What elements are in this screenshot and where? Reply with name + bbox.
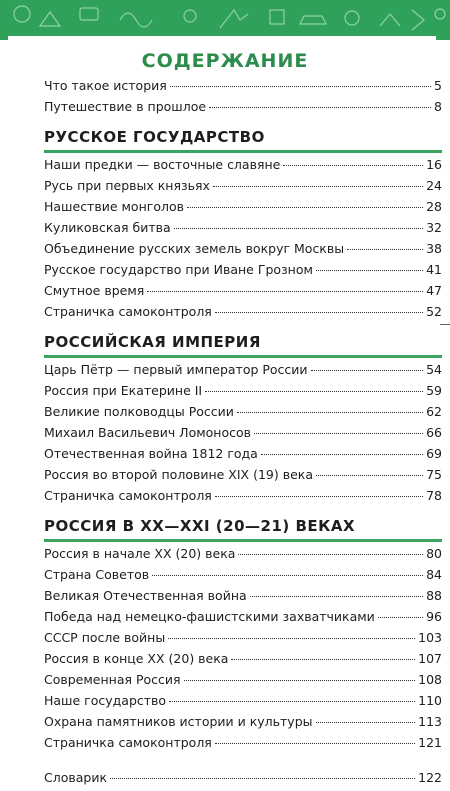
toc-entry[interactable] (44, 262, 442, 283)
toc-entry[interactable] (44, 630, 442, 651)
entry-label: Словарик (44, 770, 108, 785)
entry-label: Путешествие в прошлое (44, 99, 207, 114)
entry-label: Россия в начале XX (20) века (44, 546, 236, 561)
toc-entry[interactable] (44, 588, 442, 609)
entry-page: 69 (426, 446, 442, 461)
toc-entry[interactable] (44, 672, 442, 693)
section-title: РУССКОЕ ГОСУДАРСТВО (44, 128, 265, 146)
entry-page: 84 (426, 567, 442, 582)
toc-entry[interactable] (44, 651, 442, 672)
entry-label: Страничка самоконтроля (44, 304, 212, 319)
dot-leader (213, 186, 423, 187)
dot-leader (215, 743, 415, 744)
toc-entry[interactable] (44, 735, 442, 756)
toc-entry[interactable] (44, 546, 442, 567)
entry-label: Великая Отечественная война (44, 588, 247, 603)
dot-leader (174, 228, 423, 229)
section-list (44, 362, 442, 509)
entry-label: Объединение русских земель вокруг Москвы (44, 241, 345, 256)
page-title: СОДЕРЖАНИЕ (141, 50, 309, 72)
entry-page: 28 (426, 199, 442, 214)
spacer (44, 756, 442, 770)
dot-leader (169, 701, 415, 702)
dot-leader (147, 291, 423, 292)
toc-entry[interactable] (44, 425, 442, 446)
entry-page: 121 (418, 735, 442, 750)
section-title: РОССИЙСКАЯ ИМПЕРИЯ (44, 333, 261, 351)
toc-entry[interactable] (44, 220, 442, 241)
entry-page: 78 (426, 488, 442, 503)
dot-leader (209, 107, 431, 108)
dot-leader (316, 475, 423, 476)
entry-page: 110 (418, 693, 442, 708)
entry-page: 113 (418, 714, 442, 729)
entry-page: 122 (418, 770, 442, 785)
entry-label: Охрана памятников истории и культуры (44, 714, 313, 729)
entry-page: 75 (426, 467, 442, 482)
toc-entry[interactable] (44, 199, 442, 220)
dot-leader (152, 575, 423, 576)
entry-label: Победа над немецко-фашистскими захватчиками (44, 609, 375, 624)
dot-leader (168, 638, 415, 639)
toc-entry[interactable] (44, 609, 442, 630)
entry-label: Страна Советов (44, 567, 150, 582)
entry-page: 96 (426, 609, 442, 624)
dot-leader (316, 722, 416, 723)
dot-leader (237, 412, 423, 413)
entry-page: 66 (426, 425, 442, 440)
entry-label: Царь Пётр — первый император России (44, 362, 308, 377)
toc-entry[interactable] (44, 567, 442, 588)
toc-entry[interactable] (44, 157, 442, 178)
toc-entry[interactable] (44, 283, 442, 304)
entry-label: Современная Россия (44, 672, 181, 687)
entry-page: 54 (426, 362, 442, 377)
entry-page: 32 (426, 220, 442, 235)
entry-label: Россия при Екатерине II (44, 383, 203, 398)
entry-label: Страничка самоконтроля (44, 488, 212, 503)
dot-leader (250, 596, 423, 597)
dot-leader (347, 249, 423, 250)
entry-label: Куликовская битва (44, 220, 171, 235)
dot-leader (215, 312, 423, 313)
dot-leader (184, 680, 416, 681)
section-list (44, 157, 442, 325)
entry-label: Русское государство при Иване Грозном (44, 262, 313, 277)
entry-label: Михаил Васильевич Ломоносов (44, 425, 252, 440)
section-divider (44, 150, 442, 153)
entry-page: 52 (426, 304, 442, 319)
entry-label: Смутное время (44, 283, 145, 298)
toc-entry[interactable] (44, 178, 442, 199)
entry-page: 62 (426, 404, 442, 419)
entry-page: 8 (434, 99, 442, 114)
dot-leader (231, 659, 415, 660)
dot-leader (316, 270, 423, 271)
entry-label: Наши предки — восточные славяне (44, 157, 281, 172)
dot-leader (110, 778, 415, 779)
dot-leader (205, 391, 423, 392)
toc-entry[interactable] (44, 714, 442, 735)
entry-label: Что такое история (44, 78, 167, 93)
toc-entry[interactable] (44, 446, 442, 467)
section-list (44, 546, 442, 756)
section-title: РОССИЯ В XX—XXI (20—21) ВЕКАХ (44, 517, 356, 535)
dot-leader (170, 86, 431, 87)
intro-list (44, 78, 442, 120)
dot-leader (378, 617, 423, 618)
toc-entry[interactable] (44, 99, 442, 120)
entry-label: Россия в конце XX (20) века (44, 651, 229, 666)
entry-page: 88 (426, 588, 442, 603)
entry-label: Русь при первых князьях (44, 178, 210, 193)
entry-page: 107 (418, 651, 442, 666)
section-divider (44, 539, 442, 542)
dot-leader (215, 496, 423, 497)
section-divider (44, 355, 442, 358)
dot-leader (311, 370, 424, 371)
toc-entry[interactable] (44, 404, 442, 425)
entry-label: Великие полководцы России (44, 404, 234, 419)
entry-page: 103 (418, 630, 442, 645)
dot-leader (254, 433, 423, 434)
toc-entry-glossary[interactable] (44, 770, 442, 791)
decorative-doodles (0, 0, 450, 40)
toc-entry[interactable] (44, 304, 442, 325)
toc-entry[interactable] (44, 467, 442, 488)
entry-page: 80 (426, 546, 442, 561)
entry-label: Страничка самоконтроля (44, 735, 212, 750)
entry-label: СССР после войны (44, 630, 166, 645)
dot-leader (261, 454, 423, 455)
toc-entry[interactable] (44, 383, 442, 404)
toc-entry[interactable] (44, 241, 442, 262)
toc-entry[interactable] (44, 693, 442, 714)
table-of-contents (44, 78, 442, 791)
toc-entry[interactable] (44, 362, 442, 383)
entry-page: 41 (426, 262, 442, 277)
header-band (0, 0, 450, 40)
entry-page: 5 (434, 78, 442, 93)
entry-page: 24 (426, 178, 442, 193)
entry-label: Наше государство (44, 693, 167, 708)
entry-page: 47 (426, 283, 442, 298)
margin-mark (440, 324, 450, 325)
entry-page: 16 (426, 157, 442, 172)
entry-label: Отечественная война 1812 года (44, 446, 258, 461)
entry-page: 108 (418, 672, 442, 687)
toc-entry[interactable] (44, 488, 442, 509)
dot-leader (283, 165, 423, 166)
entry-page: 59 (426, 383, 442, 398)
dot-leader (238, 554, 423, 555)
dot-leader (187, 207, 423, 208)
entry-label: Нашествие монголов (44, 199, 184, 214)
entry-label: Россия во второй половине XIX (19) века (44, 467, 313, 482)
entry-page: 38 (426, 241, 442, 256)
toc-entry[interactable] (44, 78, 442, 99)
